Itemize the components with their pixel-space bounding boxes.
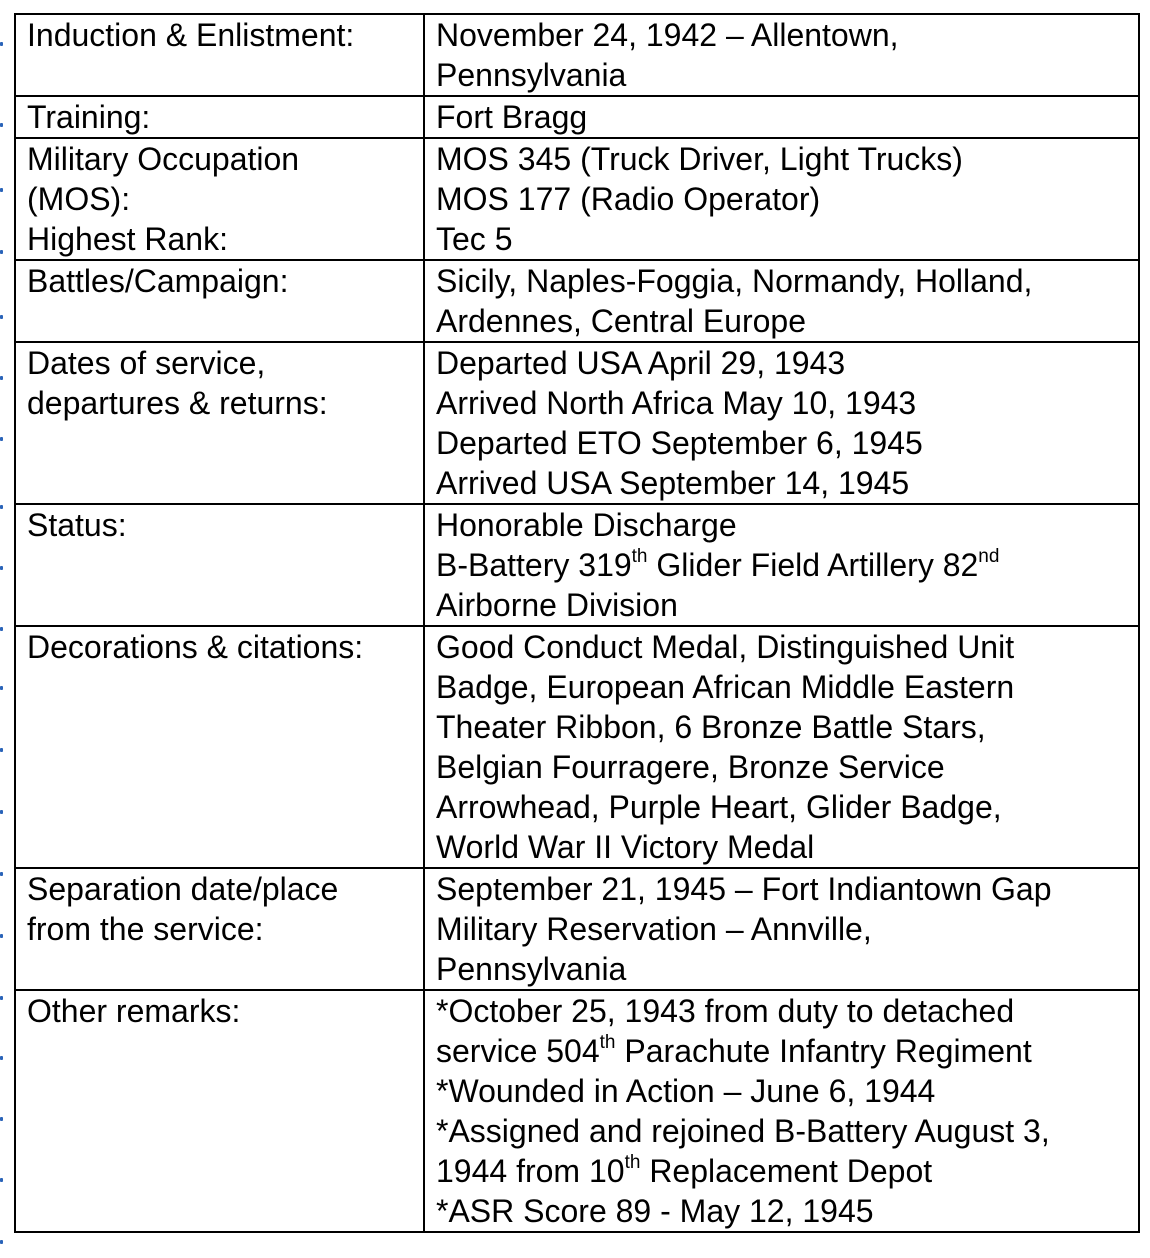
value-text: Departed USA April 29, 1943 [436, 345, 846, 381]
value-text: November 24, 1942 – Allentown, [436, 17, 899, 53]
row-label-line: Other remarks: [27, 993, 241, 1029]
row-label-cell [15, 990, 424, 1232]
value-text: Honorable Discharge [436, 507, 737, 543]
value-text: Tec 5 [436, 221, 513, 257]
table-row [15, 14, 1139, 96]
row-value-line [436, 747, 1132, 787]
edge-mark [0, 1117, 3, 1121]
row-value-line [436, 423, 1132, 463]
value-text: Sicily, Naples-Foggia, Normandy, Holland, [436, 263, 1033, 299]
value-text: Departed ETO September 6, 1945 [436, 425, 923, 461]
value-text: B-Battery 319 [436, 547, 632, 583]
value-text: Badge, European African Middle Eastern [436, 669, 1015, 705]
row-value-line [436, 219, 1132, 259]
row-value-line [436, 949, 1132, 989]
edge-mark [0, 123, 3, 127]
row-value-line [436, 909, 1132, 949]
edge-mark [0, 1178, 3, 1182]
row-label-line: Highest Rank: [27, 221, 228, 257]
row-value-cell [424, 990, 1139, 1232]
table-row [15, 990, 1139, 1232]
value-text: Fort Bragg [436, 99, 588, 135]
row-value-cell [424, 96, 1139, 138]
value-text: MOS 345 (Truck Driver, Light Trucks) [436, 141, 963, 177]
edge-mark [0, 315, 3, 319]
edge-mark [0, 1056, 3, 1060]
value-text: September 21, 1945 – Fort Indiantown Gap [436, 871, 1052, 907]
row-label-line: Dates of service, [27, 345, 266, 381]
table-row [15, 96, 1139, 138]
value-text: Arrowhead, Purple Heart, Glider Badge, [436, 789, 1002, 825]
edge-mark [0, 996, 3, 1000]
row-value-line [436, 97, 1132, 137]
table-row [15, 342, 1139, 504]
value-text: Good Conduct Medal, Distinguished Unit [436, 629, 1015, 665]
row-value-line [436, 505, 1132, 545]
value-text: Parachute Infantry Regiment [615, 1033, 1032, 1069]
edge-mark [0, 188, 3, 192]
edge-mark [0, 748, 3, 752]
ordinal-suffix: th [599, 1032, 616, 1054]
value-text: MOS 177 (Radio Operator) [436, 181, 821, 217]
value-text: *Wounded in Action – June 6, 1944 [436, 1073, 936, 1109]
row-value-line [436, 55, 1132, 95]
row-value-line [436, 869, 1132, 909]
row-value-line [436, 787, 1132, 827]
value-text: Airborne Division [436, 587, 678, 623]
row-label-cell [15, 260, 424, 342]
value-text: Pennsylvania [436, 57, 627, 93]
value-text: *Assigned and rejoined B-Battery August 3, [436, 1113, 1050, 1149]
edge-mark [0, 566, 3, 570]
row-value-line [436, 1071, 1132, 1111]
row-label-line: Decorations & citations: [27, 629, 364, 665]
row-value-cell [424, 138, 1139, 260]
row-label-cell [15, 868, 424, 990]
row-value-cell [424, 260, 1139, 342]
row-value-line [436, 15, 1132, 55]
value-text: Replacement Depot [640, 1153, 933, 1189]
table-row [15, 626, 1139, 868]
row-label-line: Separation date/place [27, 871, 339, 907]
ordinal-suffix: th [631, 546, 648, 568]
row-label-line: Training: [27, 99, 151, 135]
edge-mark [0, 376, 3, 380]
ordinal-suffix: nd [978, 546, 1000, 568]
value-text: 1944 from 10 [436, 1153, 625, 1189]
value-text: Pennsylvania [436, 951, 627, 987]
row-value-cell [424, 868, 1139, 990]
row-label-cell [15, 14, 424, 96]
value-text: World War II Victory Medal [436, 829, 815, 865]
row-value-cell [424, 14, 1139, 96]
value-text: Arrived USA September 14, 1945 [436, 465, 910, 501]
row-label-line: Status: [27, 507, 127, 543]
row-value-line [436, 261, 1132, 301]
edge-mark [0, 934, 3, 938]
edge-mark [0, 1240, 3, 1244]
table-row [15, 138, 1139, 260]
edge-mark [0, 42, 3, 46]
edge-mark [0, 505, 3, 509]
service-record-body [15, 14, 1139, 1232]
value-text: Military Reservation – Annville, [436, 911, 872, 947]
row-value-line [436, 383, 1132, 423]
row-value-line [436, 1151, 1132, 1191]
row-value-line [436, 139, 1132, 179]
row-value-line [436, 827, 1132, 867]
row-label-cell [15, 96, 424, 138]
row-value-cell [424, 626, 1139, 868]
row-label-cell [15, 138, 424, 260]
row-value-line [436, 343, 1132, 383]
value-text: Arrived North Africa May 10, 1943 [436, 385, 917, 421]
row-value-cell [424, 504, 1139, 626]
value-text: Glider Field Artillery 82 [647, 547, 979, 583]
row-value-line [436, 707, 1132, 747]
edge-mark [0, 627, 3, 631]
row-value-line [436, 1111, 1132, 1151]
table-row [15, 260, 1139, 342]
table-row [15, 868, 1139, 990]
edge-mark [0, 810, 3, 814]
value-text: *ASR Score 89 - May 12, 1945 [436, 1193, 874, 1229]
row-value-line [436, 667, 1132, 707]
service-record-table [14, 13, 1140, 1233]
row-value-line [436, 179, 1132, 219]
value-text: Theater Ribbon, 6 Bronze Battle Stars, [436, 709, 986, 745]
edge-mark [0, 250, 3, 254]
row-value-line [436, 1031, 1132, 1071]
table-row [15, 504, 1139, 626]
value-text: service 504 [436, 1033, 600, 1069]
ordinal-suffix: th [624, 1152, 641, 1174]
row-label-line: Battles/Campaign: [27, 263, 289, 299]
row-label-cell [15, 504, 424, 626]
row-label-line: Induction & Enlistment: [27, 17, 355, 53]
edge-mark [0, 437, 3, 441]
edge-mark [0, 872, 3, 876]
row-value-line [436, 1191, 1132, 1231]
row-value-line [436, 585, 1132, 625]
row-value-line [436, 463, 1132, 503]
row-label-line: from the service: [27, 911, 264, 947]
row-value-cell [424, 342, 1139, 504]
row-label-cell [15, 626, 424, 868]
row-label-cell [15, 342, 424, 504]
page-edge-marks [0, 0, 8, 1258]
row-value-line [436, 991, 1132, 1031]
row-label-line: (MOS): [27, 181, 131, 217]
value-text: Belgian Fourragere, Bronze Service [436, 749, 945, 785]
edge-mark [0, 686, 3, 690]
row-label-line: Military Occupation [27, 141, 300, 177]
row-value-line [436, 301, 1132, 341]
row-label-line: departures & returns: [27, 385, 328, 421]
row-value-line [436, 545, 1132, 585]
row-value-line [436, 627, 1132, 667]
value-text: *October 25, 1943 from duty to detached [436, 993, 1015, 1029]
value-text: Ardennes, Central Europe [436, 303, 806, 339]
